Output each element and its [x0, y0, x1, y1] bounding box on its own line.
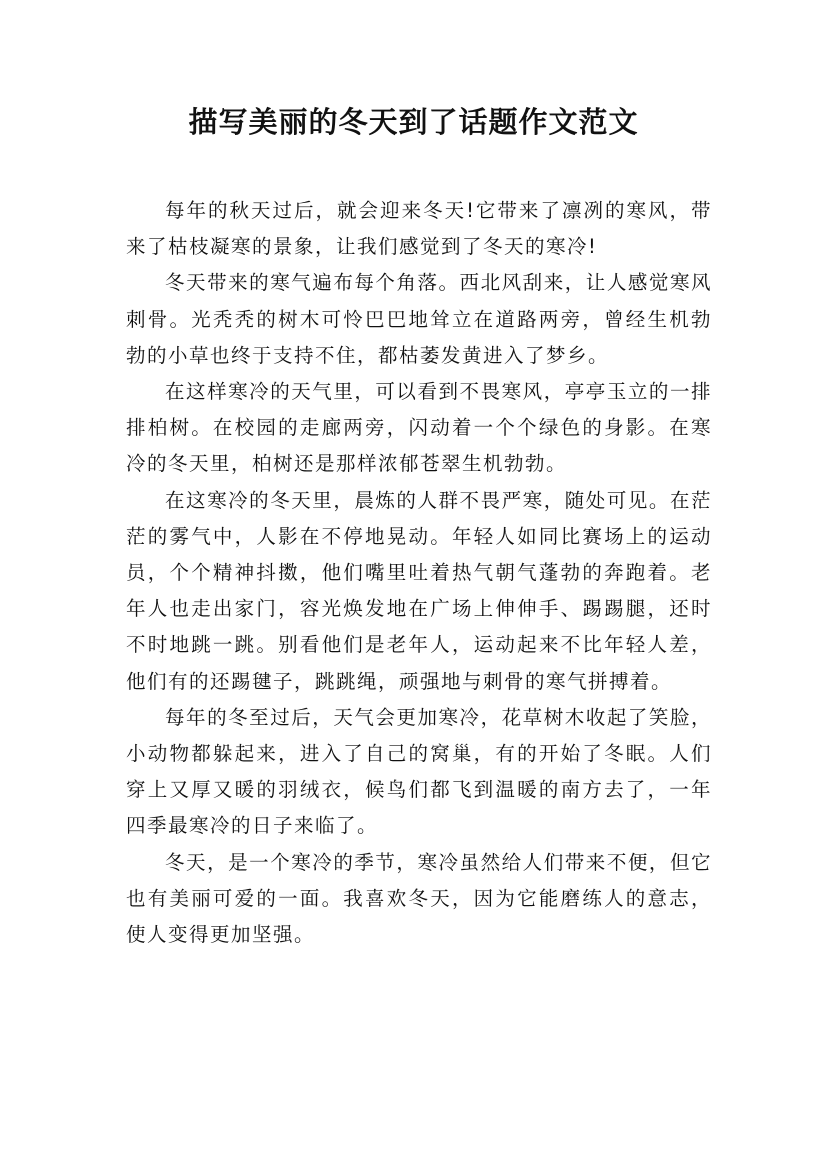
paragraph-6: 冬天，是一个寒冷的季节，寒冷虽然给人们带来不便，但它也有美丽可爱的一面。我喜欢冬天，因为它能磨练人的意志，使人变得更加坚强。 [126, 850, 712, 947]
paragraph-1: 每年的秋天过后，就会迎来冬天!它带来了凛冽的寒风，带来了枯枝凝寒的景象，让我们感觉到了冬天的寒冷! [126, 199, 712, 259]
paragraph-2: 冬天带来的寒气遍布每个角落。西北风刮来，让人感觉寒风刺骨。光秃秃的树木可怜巴巴地耸立在道路两旁，曾经生机勃勃的小草也终于支持不住，都枯萎发黄进入了梦乡。 [126, 271, 712, 367]
page-title: 描写美丽的冬天到了话题作文范文 [188, 105, 639, 139]
paragraph-3: 在这样寒冷的天气里，可以看到不畏寒风，亭亭玉立的一排排柏树。在校园的走廊两旁，闪动着一个个绿色的身影。在寒冷的冬天里，柏树还是那样浓郁苍翠生机勃勃。 [126, 380, 712, 476]
paragraph-4: 在这寒冷的冬天里，晨炼的人群不畏严寒，随处可见。在茫茫的雾气中，人影在不停地晃动。年轻人如同比赛场上的运动员，个个精神抖擞，他们嘴里吐着热气朝气蓬勃的奔跑着。老年人也走出家门，容光焕发地在广场上伸伸手、踢踢腿，还时不时地跳一跳。别看他们是老年人，运动起来不比年轻人差，他们有的还踢毽子，跳跳绳，顽强地与刺骨的寒气拼搏着。 [126, 488, 712, 693]
essay-body [126, 193, 712, 953]
paragraph-5: 每年的冬至过后，天气会更加寒冷，花草树木收起了笑脸，小动物都躲起来，进入了自己的窝巢，有的开始了冬眠。人们穿上又厚又暖的羽绒衣，候鸟们都飞到温暖的南方去了，一年四季最寒冷的日子来临了。 [126, 705, 712, 838]
